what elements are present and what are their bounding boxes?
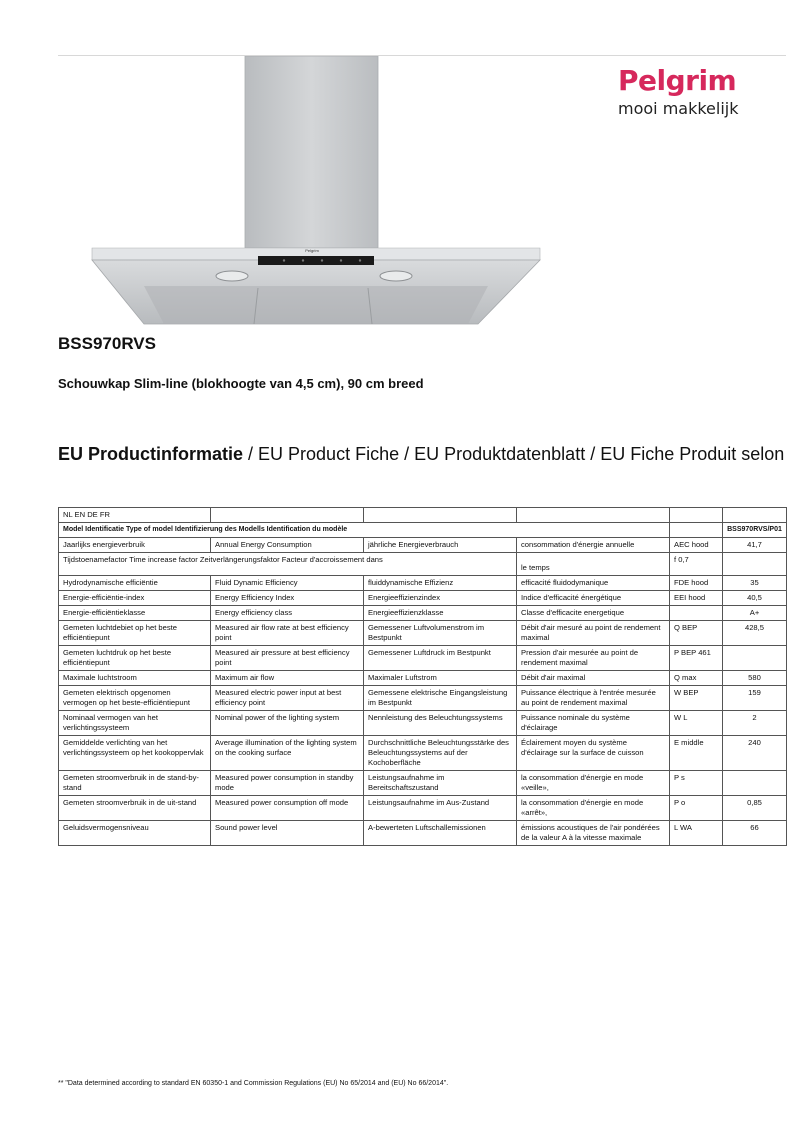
cell-de: Gemessener Luftdruck im Bestpunkt <box>364 646 517 671</box>
table-row <box>59 591 787 606</box>
cell-value: 580 <box>723 671 787 686</box>
cell-de: Durchschnittliche Beleuchtungsstärke des Beleuchtungssystems auf der Kochoberfläche <box>364 736 517 771</box>
cell-de: jährliche Energieverbrauch <box>364 538 517 553</box>
languages-cell: NL EN DE FR <box>59 508 211 523</box>
cell-fr: Pression d'air mesurée au point de rendement maximal <box>517 646 670 671</box>
cell-de: Energieeffizienzklasse <box>364 606 517 621</box>
cell-fr: Puissance nominale du système d'éclairage <box>517 711 670 736</box>
cell-en: Measured power consumption off mode <box>211 796 364 821</box>
table-row <box>59 621 787 646</box>
cell-symbol: FDE hood <box>670 576 723 591</box>
cell-fr: Éclairement moyen du système d'éclairage sur la surface de cuisson <box>517 736 670 771</box>
footnote: ** "Data determined according to standard EN 60350-1 and Commission Regulations (EU) No 65/2014 and (EU) No 66/2014". <box>58 1080 449 1087</box>
cell-nl: Hydrodynamische efficiëntie <box>59 576 211 591</box>
product-model: BSS970RVS <box>58 334 156 353</box>
product-image <box>88 56 548 334</box>
cell-value: 66 <box>723 821 787 846</box>
cell-symbol: EEI hood <box>670 591 723 606</box>
cell-en: Energy efficiency class <box>211 606 364 621</box>
table-row <box>59 671 787 686</box>
cell-fr: émissions acoustiques de l'air pondérées de la valeur A à la vitesse maximale <box>517 821 670 846</box>
table-row <box>59 821 787 846</box>
logo-tagline: mooi makkelijk <box>618 99 739 118</box>
light-left <box>216 271 248 281</box>
table-row <box>59 711 787 736</box>
cell-value: 428,5 <box>723 621 787 646</box>
cell-value: 40,5 <box>723 591 787 606</box>
cell-value: 41,7 <box>723 538 787 553</box>
cell-en: Annual Energy Consumption <box>211 538 364 553</box>
fiche-heading <box>58 444 784 465</box>
cell-symbol: W L <box>670 711 723 736</box>
cell-fr: consommation d'énergie annuelle <box>517 538 670 553</box>
cell-symbol: P o <box>670 796 723 821</box>
cell-fr: Puissance électrique à l'entrée mesurée au point de rendement maximal <box>517 686 670 711</box>
languages-row <box>59 508 787 523</box>
table-row <box>59 646 787 671</box>
cell-en: Measured air pressure at best efficiency point <box>211 646 364 671</box>
cell-symbol: W BEP <box>670 686 723 711</box>
cell-nl: Gemeten stroomverbruik in de uit-stand <box>59 796 211 821</box>
time-increase-label <box>59 553 517 576</box>
cell-nl: Gemeten elektrisch opgenomen vermogen op het beste-efficiëntiepunt <box>59 686 211 711</box>
model-identification-row <box>59 523 787 538</box>
cell-de: Maximaler Luftstrom <box>364 671 517 686</box>
model-identification-label: Model Identificatie Type of model Identifizierung des Modells Identification du modèle <box>59 523 670 538</box>
cell-fr: la consommation d'énergie en mode «arrêt», <box>517 796 670 821</box>
cell-de: Leistungsaufnahme im Bereitschaftszustand <box>364 771 517 796</box>
cell-value: A+ <box>723 606 787 621</box>
cell-en: Sound power level <box>211 821 364 846</box>
time-increase-fr <box>517 553 670 576</box>
cell-value: 2 <box>723 711 787 736</box>
cell-symbol: L WA <box>670 821 723 846</box>
table-row <box>59 576 787 591</box>
cell-en: Fluid Dynamic Efficiency <box>211 576 364 591</box>
table-row <box>59 538 787 553</box>
cell-value: 35 <box>723 576 787 591</box>
model-identification-value: BSS970RVS/P01 <box>723 523 787 538</box>
cell-symbol: P s <box>670 771 723 796</box>
cell-nl: Energie-efficiëntieklasse <box>59 606 211 621</box>
cell-en: Nominal power of the lighting system <box>211 711 364 736</box>
light-right <box>380 271 412 281</box>
cell-nl: Energie-efficiëntie-index <box>59 591 211 606</box>
cell-value <box>723 646 787 671</box>
time-increase-symbol: f 0,7 <box>670 553 723 576</box>
fiche-heading-bold: EU Productinformatie <box>58 444 244 464</box>
cell-de: A-bewerteten Luftschallemissionen <box>364 821 517 846</box>
cell-value <box>723 771 787 796</box>
cell-en: Energy Efficiency Index <box>211 591 364 606</box>
product-subtitle: Schouwkap Slim-line (blokhoogte van 4,5 cm), 90 cm breed <box>58 376 424 391</box>
cell-fr: Indice d'efficacité énergétique <box>517 591 670 606</box>
cell-symbol <box>670 606 723 621</box>
cell-de: Nennleistung des Beleuchtungssystems <box>364 711 517 736</box>
cell-fr: efficacité fluidodymanique <box>517 576 670 591</box>
cell-de: Gemessene elektrische Eingangsleistung im Bestpunkt <box>364 686 517 711</box>
chimney <box>245 56 378 248</box>
cell-de: Leistungsaufnahme im Aus-Zustand <box>364 796 517 821</box>
fiche-heading-rest: / EU Product Fiche / EU Produktdatenblatt / EU Fiche Produit selon <box>243 444 785 464</box>
cell-nl: Jaarlijks energieverbruik <box>59 538 211 553</box>
cell-en: Measured electric power input at best efficiency point <box>211 686 364 711</box>
cell-fr: Débit d'air mesuré au point de rendement maximal <box>517 621 670 646</box>
cell-de: fluiddynamische Effizienz <box>364 576 517 591</box>
table-row <box>59 771 787 796</box>
cell-de: Energieeffizienzindex <box>364 591 517 606</box>
table-row <box>59 606 787 621</box>
cell-nl: Gemeten stroomverbruik in de stand-by- stand <box>59 771 211 796</box>
cell-symbol: P BEP 461 <box>670 646 723 671</box>
time-increase-row <box>59 553 787 576</box>
time-increase-fr-text: le temps <box>521 563 550 572</box>
brand-logo <box>618 64 758 118</box>
cell-symbol: Q max <box>670 671 723 686</box>
cell-de: Gemessener Luftvolumenstrom im Bestpunkt <box>364 621 517 646</box>
hood-brand-label: Pelgrim <box>305 248 319 253</box>
product-fiche-table <box>58 507 787 846</box>
cell-en: Measured air flow rate at best efficiency point <box>211 621 364 646</box>
cell-nl: Nominaal vermogen van het verlichtingssysteem <box>59 711 211 736</box>
cell-fr: Classe d'efficacite energetique <box>517 606 670 621</box>
table-row <box>59 796 787 821</box>
cell-fr: Débit d'air maximal <box>517 671 670 686</box>
cell-symbol: AEC hood <box>670 538 723 553</box>
cell-symbol: E middle <box>670 736 723 771</box>
cell-nl: Gemiddelde verlichting van het verlichtingssysteem op het kookoppervlak <box>59 736 211 771</box>
cell-fr: la consommation d'énergie en mode «veille», <box>517 771 670 796</box>
time-increase-value <box>723 553 787 576</box>
cell-nl: Gemeten luchtdruk op het beste efficiëntiepunt <box>59 646 211 671</box>
cell-en: Average illumination of the lighting system on the cooking surface <box>211 736 364 771</box>
logo-brand-text: Pelgrim <box>618 64 737 97</box>
table-row <box>59 686 787 711</box>
cell-en: Maximum air flow <box>211 671 364 686</box>
control-panel <box>258 256 374 265</box>
cell-value: 159 <box>723 686 787 711</box>
cell-symbol: Q BEP <box>670 621 723 646</box>
cell-nl: Maximale luchtstroom <box>59 671 211 686</box>
cell-value: 0,85 <box>723 796 787 821</box>
table-row <box>59 736 787 771</box>
cell-en: Measured power consumption in standby mode <box>211 771 364 796</box>
time-increase-text: Tijdstoenamefactor Time increase factor Zeitverlängerungsfaktor Facteur d'accroissement dans <box>63 555 383 564</box>
cell-nl: Gemeten luchtdebiet op het beste efficiëntiepunt <box>59 621 211 646</box>
cell-nl: Geluidsvermogensniveau <box>59 821 211 846</box>
cell-value: 240 <box>723 736 787 771</box>
